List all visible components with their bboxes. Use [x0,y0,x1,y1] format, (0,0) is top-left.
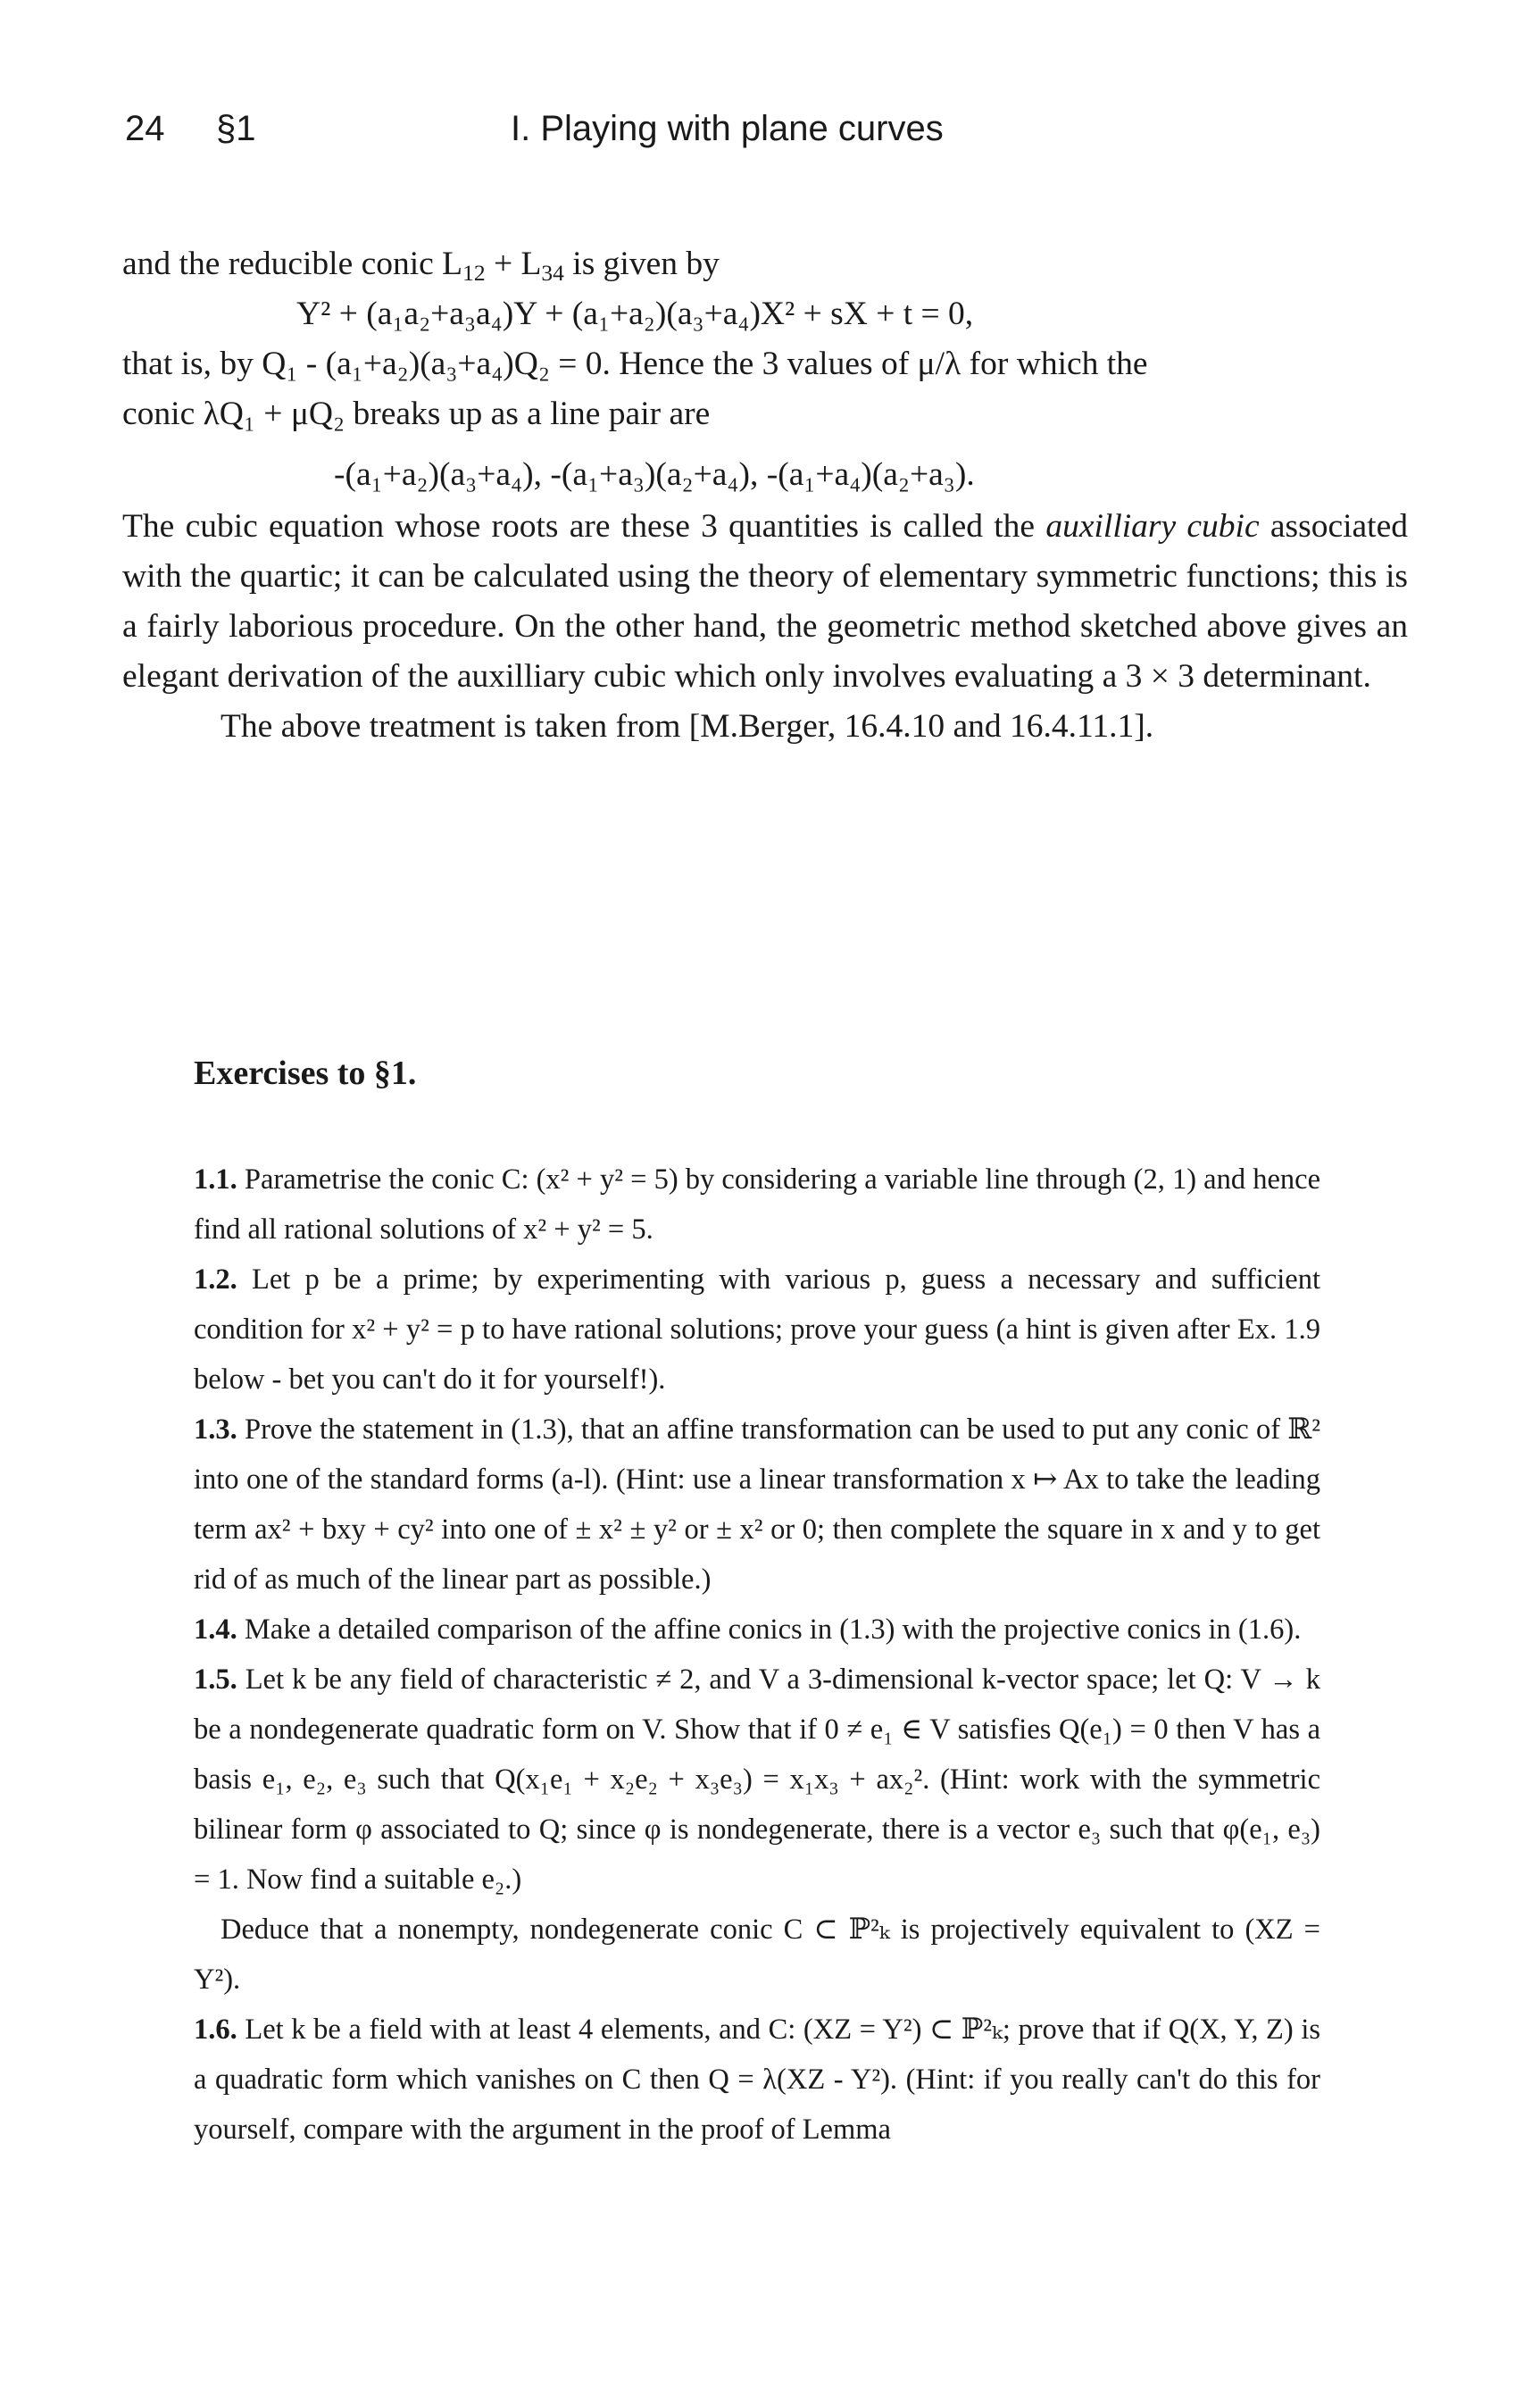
emphasis: auxilliary cubic [1045,508,1260,545]
exercise-text: Let p be a prime; by experimenting with various p, guess a necessary and sufficient condition for x² + y² = p to have rational solutions; prove your guess (a hint is given after Ex. 1.9 below - bet you can't do it for yourself!). [194,1263,1320,1396]
exercise-list [194,1155,1320,2155]
exercise-item [194,1405,1320,1605]
chapter-title: I. Playing with plane curves [511,109,944,148]
exercise-item [194,2005,1320,2155]
section-mark: §1 [216,109,256,148]
exercise-text: Let k be any field of characteristic ≠ 2, and V a 3-dimensional k-vector space; let Q: V → k be a nondegenerate quadratic form on V. Show that if 0 ≠ e₁ ∈ V satisfies Q(e₁) = 0 then V has a basis e₁, e₂, e₃ such that Q(x₁e₁ + x₂e₂ + x₃e₃) = x₁x₃ + ax₂². (Hint: work with the symmetric bilinear form φ associated to Q; since φ is nondegenerate, there is a vector e₃ such that φ(e₁, e₃) = 1. Now find a suitable e₂.) [194,1663,1320,1896]
running-header [125,109,1428,159]
exercise-item [194,1655,1320,2005]
page-number: 24 [125,109,165,148]
exercise-text: Prove the statement in (1.3), that an affine transformation can be used to put any conic of ℝ² into one of the standard forms (a-l). (Hint: use a linear transformation x ↦ Ax to take the leading term ax² + bxy + cy² into one of ± x² ± y² or ± x² or 0; then complete the square in x and y to get rid of as much of the linear part as possible.) [194,1413,1321,1596]
display-equation-2: -(a₁+a₂)(a₃+a₄), -(a₁+a₃)(a₂+a₄), -(a₁+a₄)(a₂+a₃). [334,456,975,493]
exercise-text: Make a detailed comparison of the affine conics in (1.3) with the projective conics in (1.6). [244,1613,1302,1646]
paragraph-line: conic λQ₁ + μQ₂ breaks up as a line pair are [122,396,711,432]
exercise-item [194,1155,1320,1255]
exercise-text: Parametrise the conic C: (x² + y² = 5) by considering a variable line through (2, 1) and hence find all rational solutions of x² + y² = 5. [194,1163,1321,1246]
exercise-number: 1.6. [194,2014,237,2046]
paragraph-line: that is, by Q₁ - (a₁+a₂)(a₃+a₄)Q₂ = 0. Hence the 3 values of μ/λ for which the [122,346,1148,382]
intro-line: and the reducible conic $L_{12} + L_{34}$ is given by [122,246,720,287]
exercise-number: 1.1. [194,1163,237,1196]
exercise-number: 1.3. [194,1413,237,1446]
exercise-number: 1.5. [194,1663,237,1696]
body-text [122,239,1408,752]
exercise-item [194,1255,1320,1405]
exercise-followup: Deduce that a nonempty, nondegenerate conic C ⊂ ℙ²ₖ is projectively equivalent to (XZ = Y²). [194,1914,1320,1996]
paragraph-reference: The above treatment is taken from [M.Berger, 16.4.10 and 16.4.11.1]. [221,708,1154,745]
exercise-number: 1.4. [194,1613,237,1646]
paragraph-auxilliary-cubic: The cubic equation whose roots are these 3 quantities is called the auxilliary cubic associated with the quartic; it can be calculated using the theory of elementary symmetric functions; this is a fairly laborious procedure. On the other hand, the geometric method sketched above gives an elegant derivation of the auxilliary cubic which only involves evaluating a 3 × 3 determinant. [122,508,1408,695]
exercise-text: Let k be a field with at least 4 elements, and C: (XZ = Y²) ⊂ ℙ²ₖ; prove that if Q(X, Y, Z) is a quadratic form which vanishes on C then Q = λ(XZ - Y²). (Hint: if you really can't do this for yourself, compare with the argument in the proof of Lemma [194,2014,1321,2146]
display-equation-1: Y² + (a₁a₂+a₃a₄)Y + (a₁+a₂)(a₃+a₄)X² + sX + t = 0, [296,296,974,332]
exercise-number: 1.2. [194,1263,237,1296]
exercises-heading: Exercises to §1. [194,1055,417,1092]
exercise-item [194,1605,1320,1655]
